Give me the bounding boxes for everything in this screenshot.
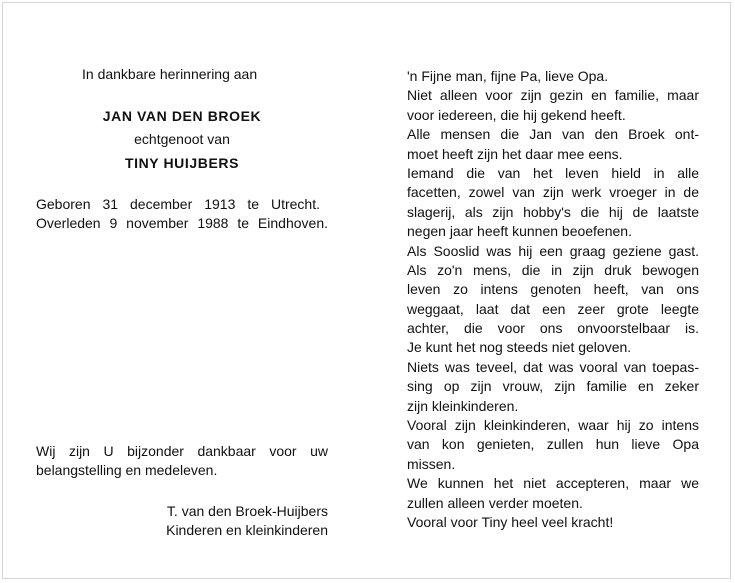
tribute-text — [407, 67, 699, 532]
tribute-line: van kon genieten, zullen hun lieve Opa — [407, 436, 699, 453]
tribute-line: Alle mensen die Jan van den Broek ont- — [407, 126, 699, 143]
tribute-line: facetten, zowel van zijn werk vroeger in de — [407, 184, 699, 201]
tribute-line: missen. — [407, 455, 456, 472]
tribute-line: zijn kleinkinderen. — [407, 397, 519, 414]
tribute-line: moet heeft zijn het daar mee eens. — [407, 145, 623, 162]
intro-text: In dankbare herinnering aan — [82, 66, 258, 82]
tribute-line: Niet alleen voor zijn gezin en familie, maar — [407, 87, 699, 104]
tribute-line: achter, die voor ons onvoorstelbaar is. — [407, 320, 699, 337]
signature-line-2: Kinderen en kleinkinderen — [166, 522, 328, 538]
tribute-line: sing op zijn vrouw, zijn familie en zeker — [407, 378, 699, 395]
tribute-line: weggaat, laat dat een zeer grote leegte — [407, 300, 699, 317]
tribute-line: negen jaar heeft kunnen beoefenen. — [407, 223, 632, 240]
spouse-name: TINY HUIJBERS — [124, 155, 240, 171]
death-text: Overleden 9 november 1988 te Eindhoven. — [36, 215, 328, 231]
tribute-line: Als Sooslid was hij een graag geziene gast. — [407, 242, 699, 259]
tribute-line: Vooral voor Tiny heel veel kracht! — [407, 513, 614, 530]
birth-text: Geboren 31 december 1913 te Utrecht. — [36, 196, 320, 212]
tribute-line: 'n Fijne man, fijne Pa, lieve Opa. — [407, 68, 609, 84]
tribute-line: zullen alleen verder moeten. — [407, 494, 583, 511]
tribute-line: Iemand die van het leven hield in alle — [407, 164, 699, 181]
tribute-line: Je kunt het nog steeds niet geloven. — [407, 339, 632, 356]
tribute-line: leven zo intens genoten heeft, van ons — [407, 281, 699, 298]
tribute-line: Vooral zijn kleinkinderen, waar hij zo intens — [407, 417, 699, 434]
tribute-line: We kunnen het niet accepteren, maar we — [407, 475, 699, 492]
thanks-line-2: belangstelling en medeleven. — [36, 462, 218, 478]
tribute-line: slagerij, als zijn hobby's die hij de laatste — [407, 203, 699, 220]
tribute-line: Niets was teveel, dat was vooral van toepas- — [407, 358, 699, 375]
signature-line-1: T. van den Broek-Huijbers — [166, 503, 328, 519]
thanks-line-1: Wij zijn U bijzonder dankbaar voor uw — [36, 443, 328, 459]
relation-text: echtgenoot van — [134, 131, 230, 147]
tribute-line: voor iedereen, die hij gekend heeft. — [407, 106, 626, 123]
tribute-line: Als zo'n mens, die in zijn druk bewogen — [407, 261, 699, 278]
deceased-name: JAN VAN DEN BROEK — [102, 108, 262, 124]
